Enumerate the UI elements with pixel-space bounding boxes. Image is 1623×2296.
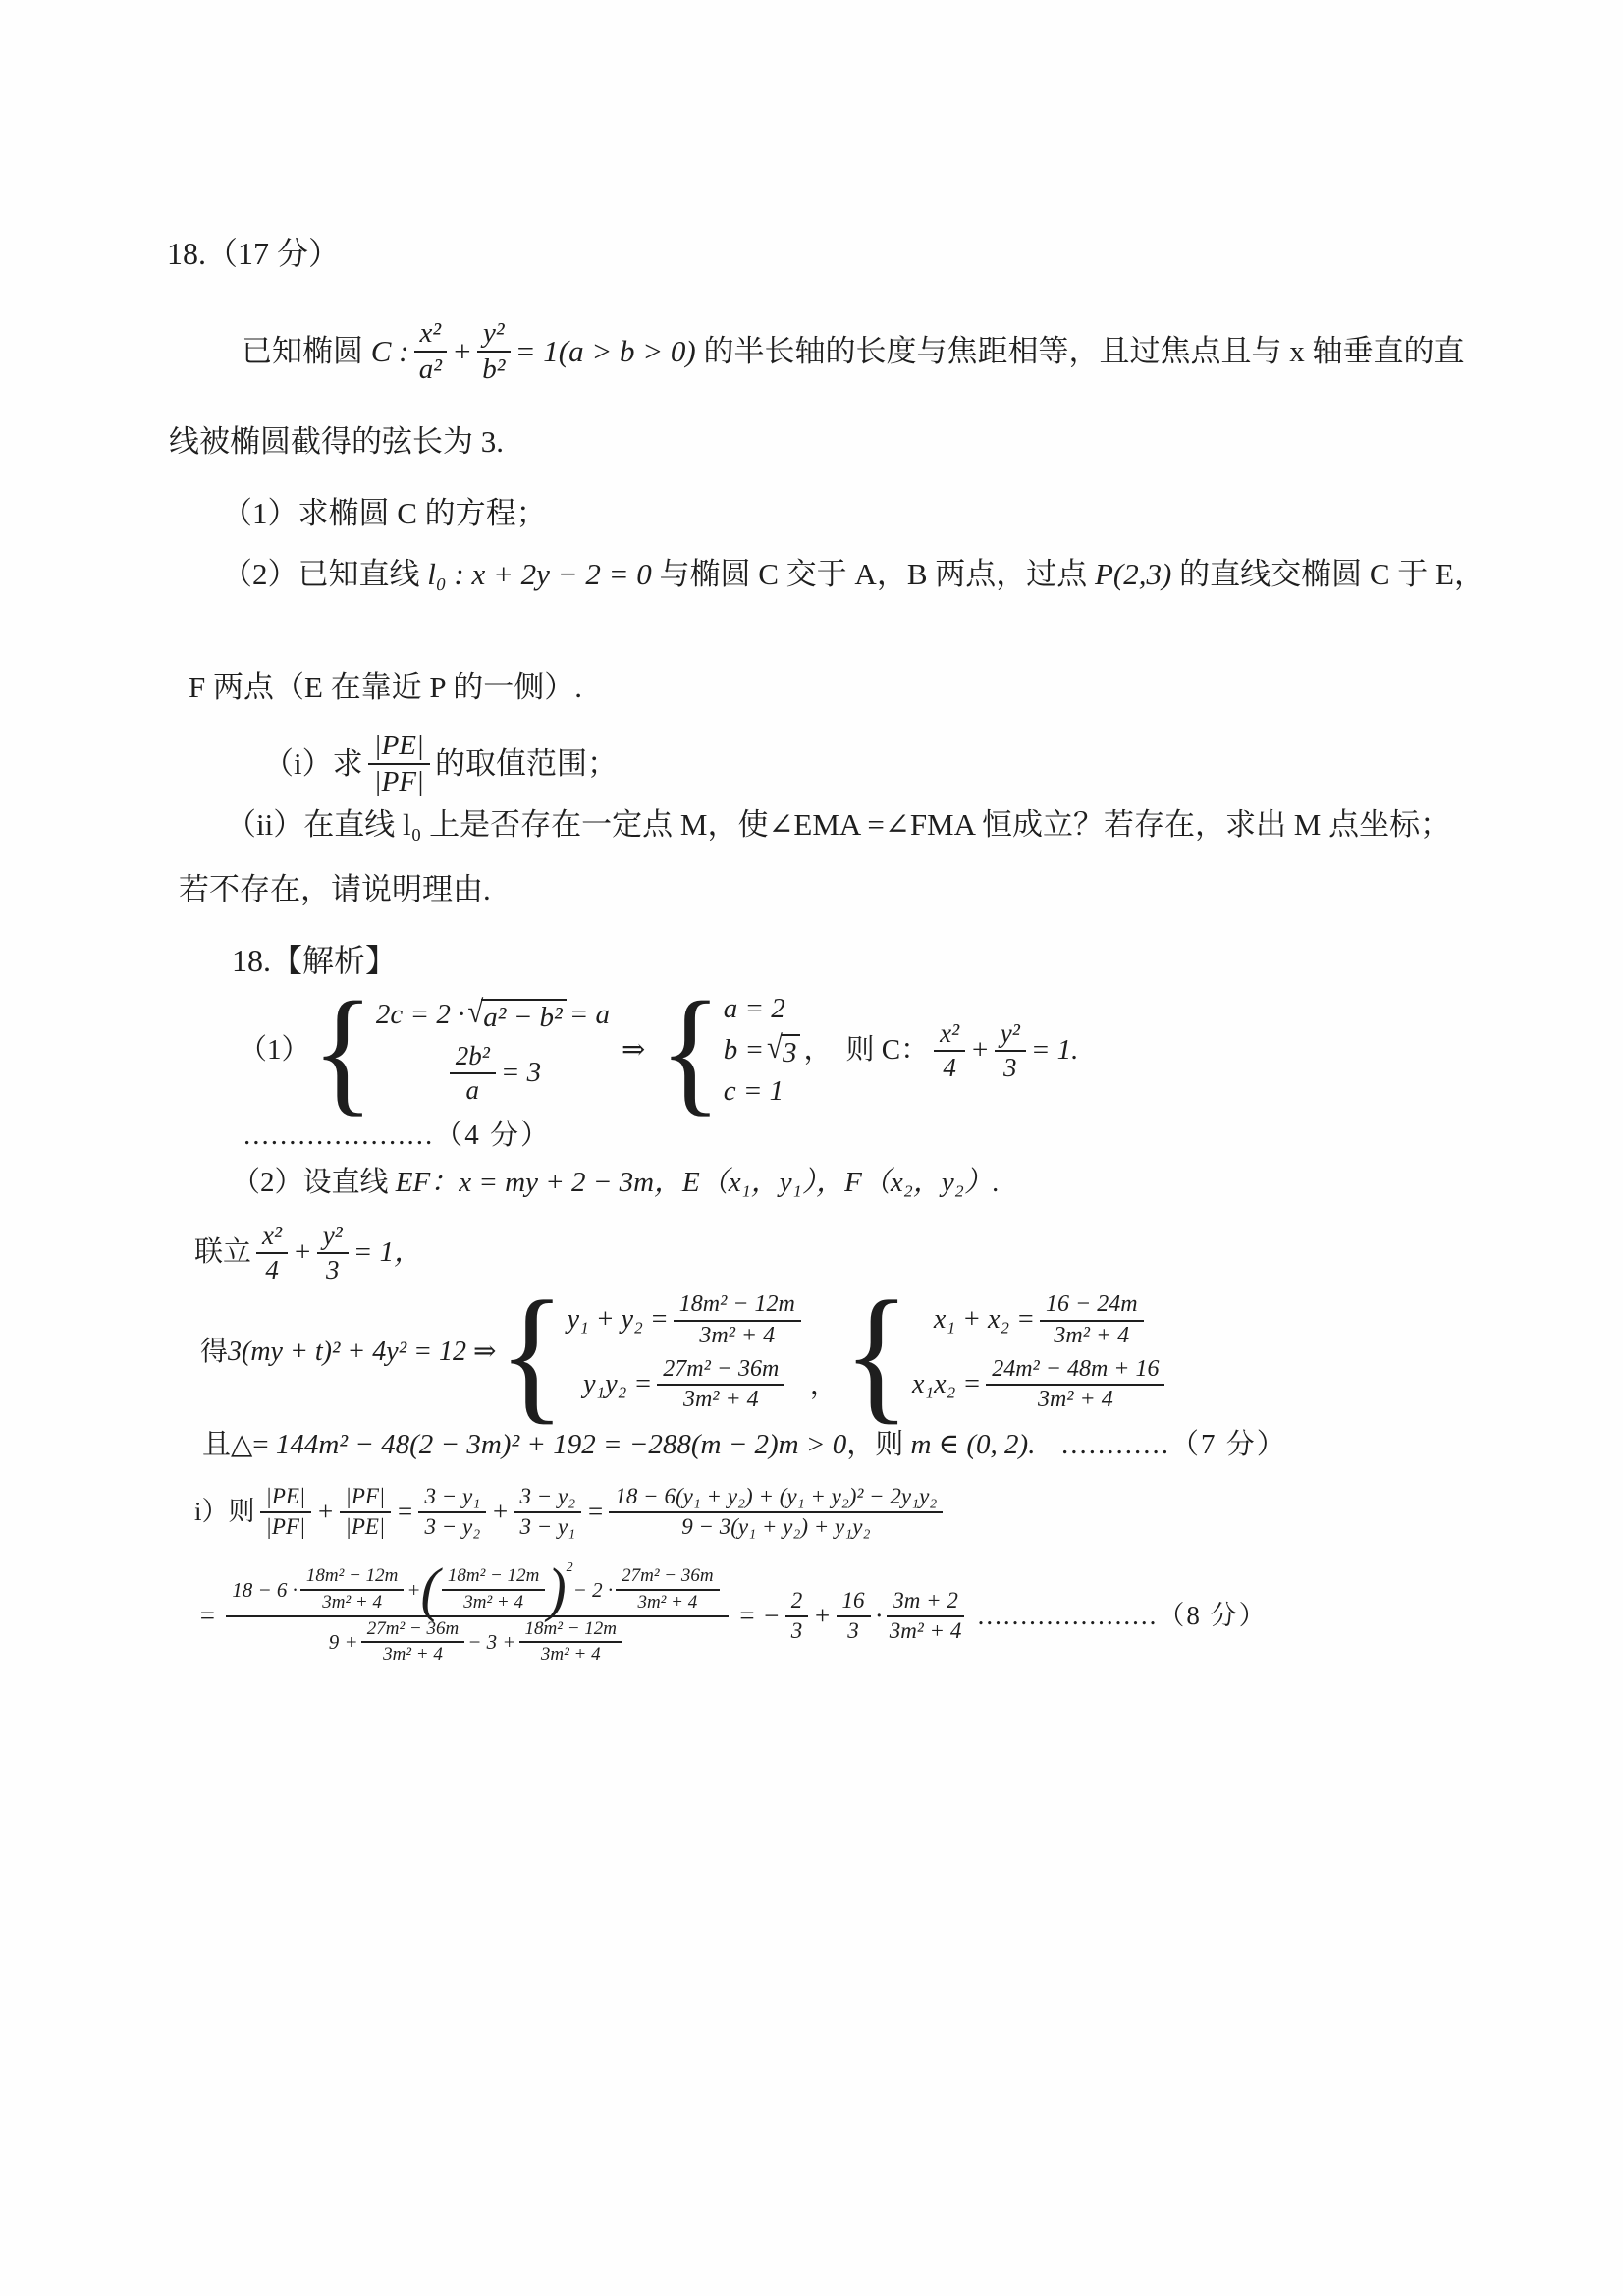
equals-1-comma: = 1， [352, 1236, 423, 1269]
equals-1: = 1. [1030, 1034, 1079, 1066]
x-product-fraction [986, 1357, 1164, 1414]
radicand: a² − b² [481, 999, 566, 1032]
fraction-pe-pf [260, 1485, 312, 1540]
inner-fraction-27m2-36m [361, 1619, 464, 1666]
y-product-row [583, 1357, 789, 1414]
numerator: 3 − y₂ [514, 1485, 581, 1513]
score-4-line [243, 1118, 551, 1155]
denominator: 3m² + 4 [699, 1322, 776, 1348]
numerator: 27m² − 36m [616, 1566, 719, 1591]
step2-lead: （2）设直线 [232, 1167, 396, 1198]
denominator: |PE| [345, 1513, 386, 1539]
denominator: 3 − y₁ [519, 1513, 576, 1539]
denominator: 3m² + 4 [322, 1591, 383, 1613]
equation-2c-lead: 2c = 2 · [375, 999, 465, 1030]
result-c: c = 1 [723, 1074, 784, 1107]
fraction-pe-pf [368, 731, 430, 798]
fraction-3y2-3y1 [514, 1485, 581, 1540]
numerator: x² [414, 318, 448, 353]
denominator: 3m² + 4 [1054, 1322, 1130, 1348]
ratio-lead: i）则 [194, 1496, 255, 1526]
fraction-y2-b2 [477, 318, 511, 386]
then-curve-text: 则 C： [845, 1034, 930, 1066]
denominator: |PF| [373, 766, 424, 797]
question-2-lead: （2）已知直线 [222, 557, 428, 591]
vieta-line: 得 3(my + t)² + 4y² = 12 ⇒ { y₁ + y₂ = $\frac{\text{18m² − 12m}}{\text{3m² + 4}}$ y₁y₂ = $\frac{\text{27m² − 36m}}{\text{3m² + 4}}$ ， { x₁ + x₂ = $\frac{16 - 24m}{\text{3m² + 4}}$ x₁x₂ = $\frac{\text{24m² − 48m + 16}}{\text{3m² + 4}}$ [200, 1277, 1169, 1429]
x-product-lhs: x₁x₂ = [912, 1369, 982, 1400]
numerator: |PE| [368, 731, 430, 765]
equation-2c-tail: = a [568, 999, 611, 1030]
x-sum-fraction [1040, 1292, 1144, 1349]
problem-intro-line2 [169, 422, 504, 462]
numerator: y² [995, 1019, 1026, 1052]
numerator: 3 − y₁ [418, 1485, 486, 1513]
step1-label: （1） [239, 1034, 310, 1066]
question-2-continuation [189, 668, 582, 707]
radical-sign: √ [767, 1029, 783, 1066]
system-1 [375, 994, 611, 1105]
question-2-mid: 与椭圆 C 交于 A，B 两点，过点 [651, 557, 1095, 591]
solution-step2-line [232, 1165, 1000, 1202]
inner-fraction-18m2-12m [519, 1619, 622, 1666]
then-text: ，则 [846, 1429, 911, 1460]
system-1-row-1 [375, 994, 611, 1034]
problem-number: 18.（17 分） [167, 236, 341, 271]
score-4-dots: .....................（4 分） [243, 1120, 552, 1151]
line-ef-equation: EF：x = my + 2 − 3m，E（x₁，y₁），F（x₂，y₂）. [395, 1167, 1001, 1198]
numerator: x² [934, 1019, 965, 1052]
problem-heading-line [167, 234, 340, 275]
y-product-fraction [657, 1357, 784, 1414]
radicand: 3 [781, 1034, 801, 1067]
numerator: 18m² − 12m [300, 1566, 404, 1591]
fraction-x2-4 [934, 1019, 965, 1082]
numerator: 3m + 2 [887, 1589, 964, 1617]
equation-rhs: = 1(a > b > 0) [514, 333, 696, 368]
solution-heading: 18.【解析】 [232, 943, 398, 978]
comma: ， [809, 1369, 838, 1400]
plus-sign: + [406, 1577, 421, 1602]
denominator: 3m² + 4 [889, 1617, 962, 1643]
fraction-x2-4 [256, 1222, 288, 1285]
plus-sign: + [813, 1600, 832, 1630]
discriminant-lead: 且△= [202, 1429, 276, 1460]
fraction-2b2-a [450, 1042, 496, 1105]
point-p-coords: P(2,3) [1095, 557, 1172, 591]
question-1-text: （1）求椭圆 C 的方程； [222, 496, 547, 530]
minus-3: − 3 + [467, 1629, 516, 1654]
fraction-x2-a2 [414, 318, 448, 386]
y-vieta-system [568, 1292, 806, 1414]
question-ii-continuation [179, 870, 491, 909]
vieta-lead-text: 得 [200, 1337, 229, 1368]
multiplication-dot: · [875, 1600, 883, 1630]
discriminant-equation: 144m² − 48(2 − 3m)² + 192 = −288(m − 2)m > 0 [275, 1429, 847, 1460]
problem-intro-line [242, 287, 1464, 416]
question-i-tail: 的取值范围； [435, 745, 618, 781]
plus-sign: + [316, 1496, 335, 1526]
numerator: |PF| [340, 1485, 392, 1513]
big-substituted-fraction [226, 1556, 728, 1666]
plus-sign: + [970, 1034, 990, 1066]
numerator: 16 [837, 1589, 871, 1617]
x-sum-row [934, 1292, 1149, 1349]
denominator: 3m² + 4 [540, 1644, 601, 1666]
x-sum-lhs: x₁ + x₂ = [933, 1304, 1036, 1336]
system-2 [724, 991, 833, 1110]
plus-sign: + [452, 333, 472, 368]
score-7-dots: ............（7 分） [1043, 1429, 1287, 1460]
denominator: 3 − y₂ [424, 1513, 481, 1539]
question-ii-line [226, 805, 1450, 845]
fraction-pf-pe [340, 1485, 392, 1540]
numerator: 27m² − 36m [657, 1357, 784, 1387]
combined-ratio-fraction [609, 1485, 943, 1540]
question-ii2-text: 若不存在，请说明理由. [179, 872, 491, 906]
m-range: m ∈ (0, 2). [910, 1429, 1036, 1460]
equals-sign: = [396, 1496, 414, 1526]
ratio-identity-line [194, 1465, 947, 1558]
result-a: a = 2 [723, 993, 785, 1025]
numerator: 2b² [450, 1042, 496, 1074]
question-i-lead: （i）求 [263, 745, 363, 781]
inner-fraction-27m2-36m [616, 1566, 719, 1613]
substituted-fraction-line [198, 1550, 1268, 1682]
numerator-lead: 18 − 6 · [232, 1577, 298, 1602]
fraction-3m2-over-3m24 [887, 1589, 964, 1644]
implies-arrow: ⇒ [622, 1034, 646, 1066]
result-b-lead: b = [723, 1034, 765, 1066]
numerator: 27m² − 36m [361, 1619, 464, 1644]
radical-3 [767, 1029, 800, 1068]
equals-3: = 3 [500, 1057, 542, 1088]
numerator: 18m² − 12m [442, 1566, 545, 1591]
question-i-line [263, 709, 618, 819]
numerator: 18m² − 12m [519, 1619, 622, 1644]
fraction-3y1-3y2 [418, 1485, 486, 1540]
combine-lead: 联立 [194, 1236, 252, 1269]
denominator-lead: 9 + [328, 1629, 358, 1654]
y-product-lhs: y₁y₂ = [583, 1369, 653, 1400]
expanded-equation: 3(my + t)² + 4y² = 12 ⇒ [228, 1337, 497, 1368]
question-ii-text: （ii）在直线 l₀ 上是否存在一定点 M，使∠EMA =∠FMA 恒成立？若存在，求出 M 点坐标； [226, 807, 1451, 842]
intro-lead-text: 已知椭圆 [242, 333, 371, 368]
numerator: x² [256, 1222, 288, 1254]
intro-tail-text: 的半长轴的长度与焦距相等，且过焦点且与 x 轴垂直的直 [695, 333, 1465, 368]
y-sum-row [568, 1292, 806, 1349]
numerator: 2 [785, 1589, 809, 1617]
denominator: 3m² + 4 [383, 1644, 443, 1666]
y-sum-fraction [674, 1292, 801, 1349]
numerator: 24m² − 48m + 16 [986, 1357, 1164, 1387]
x-vieta-system [912, 1292, 1169, 1414]
denominator: 4 [265, 1255, 279, 1285]
denominator: 3m² + 4 [463, 1591, 523, 1613]
minus-2-dot: − 2 · [572, 1577, 614, 1602]
numerator: |PE| [260, 1485, 312, 1513]
denominator: 3m² + 4 [637, 1591, 698, 1613]
big-numerator: 18 − 6 · $\frac{\text{18m² − 12m}}{\text{3m² + 4}}$ + ( $\frac{\text{18m² − 12m}}{\text{3m² + 4}}$ ) 2 − 2 · $\frac{\text{27m² − 36m}}{\text{3m² + 4}}$ [226, 1566, 728, 1616]
inner-fraction-squared [442, 1566, 545, 1613]
denominator: 3m² + 4 [1037, 1387, 1113, 1413]
equals-minus: = − [737, 1600, 781, 1630]
fraction-y2-3 [317, 1222, 349, 1285]
inner-fraction-18m2-12m [300, 1566, 404, 1613]
denominator: 3 [1003, 1053, 1017, 1082]
denominator: a² [418, 354, 442, 385]
denominator: 3 [790, 1617, 803, 1643]
numerator: 18m² − 12m [674, 1292, 801, 1322]
denominator: a [465, 1074, 480, 1105]
plus-sign: + [293, 1236, 312, 1269]
denominator: |PF| [265, 1513, 306, 1539]
question-2-tail: 的直线交椭圆 C 于 E， [1171, 557, 1485, 591]
chord-length-text: 线被椭圆截得的弦长为 3. [169, 424, 504, 459]
denominator: 3m² + 4 [682, 1387, 759, 1413]
fraction-y2-3 [995, 1019, 1026, 1082]
big-denominator [329, 1617, 625, 1666]
equals-sign: = [198, 1600, 217, 1630]
plus-sign: + [491, 1496, 510, 1526]
radical-a2-b2 [467, 994, 566, 1033]
denominator: 4 [943, 1053, 956, 1082]
comma: ， [803, 1034, 833, 1066]
denominator: 3 [847, 1617, 859, 1643]
curve-label: C : [370, 333, 409, 368]
question-1-line [222, 494, 547, 533]
denominator: 9 − 3(y₁ + y₂) + y₁y₂ [681, 1513, 871, 1539]
question-2b-text: F 两点（E 在靠近 P 的一侧）. [189, 670, 583, 704]
x-product-row [912, 1357, 1169, 1414]
solution-step1-line: （1） { 2c = 2 · √ a² − b² = a $\frac{\text{2b²}}{a}$ = 3 ⇒ { a = 2 b = √ 3 ， c = 1 则 C： $\frac{\text{x²}}{4}$ + $\frac{\text{y²}}{3}$ = 1. [239, 972, 1079, 1128]
numerator: 18 − 6(y₁ + y₂) + (y₁ + y₂)² − 2y₁y₂ [609, 1485, 943, 1513]
radical-sign: √ [467, 994, 484, 1030]
line-l0-equation: l₀ : x + 2y − 2 = 0 [427, 557, 652, 591]
numerator: 16 − 24m [1040, 1292, 1144, 1322]
score-8-dots: .....................（8 分） [968, 1600, 1268, 1630]
equals-sign: = [586, 1496, 605, 1526]
system-1-row-2 [445, 1042, 541, 1105]
result-b-row [723, 1029, 833, 1069]
fraction-16-3 [837, 1589, 871, 1644]
question-2-line [222, 555, 1485, 594]
numerator: y² [317, 1222, 349, 1254]
denominator: 3 [325, 1255, 340, 1285]
numerator: y² [477, 318, 511, 353]
discriminant-line [202, 1427, 1287, 1464]
y-sum-lhs: y₁ + y₂ = [567, 1304, 669, 1336]
exponent-2: 2 [566, 1560, 573, 1576]
denominator: b² [482, 354, 506, 385]
fraction-2-3 [785, 1589, 809, 1644]
